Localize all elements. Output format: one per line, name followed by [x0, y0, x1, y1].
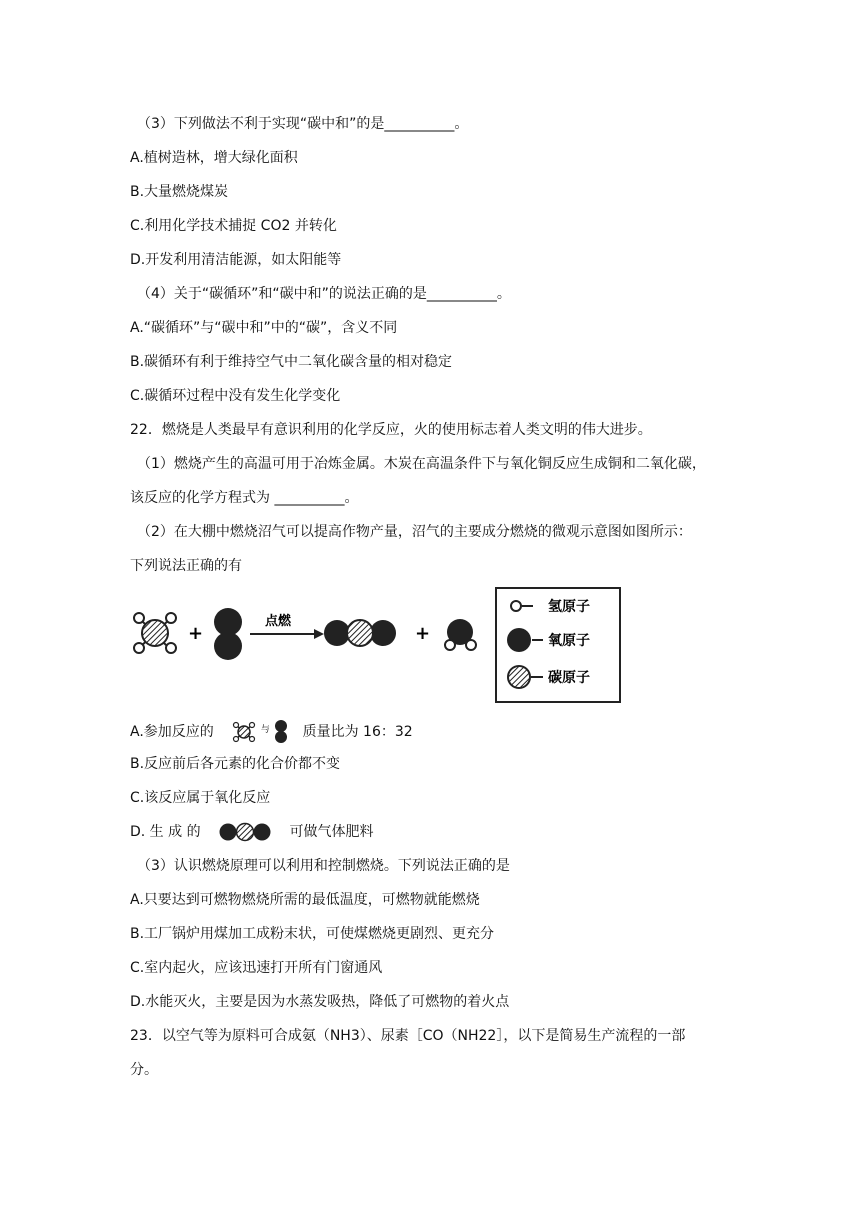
- q22-part1-line1: （1）燃烧产生的高温可用于冶炼金属。木炭在高温条件下与氧化铜反应生成铜和二氧化碳，: [137, 456, 706, 472]
- option-a-suffix: 质量比为 16：32: [302, 724, 413, 740]
- q21-part3-option-c: C.利用化学技术捕捉 CO2 并转化: [130, 218, 337, 234]
- legend-carbon: 碳原子: [548, 670, 590, 686]
- q23-stem-line1: 23．以空气等为原料可合成氨（NH3）、尿素［CO（NH22］，以下是简易生产流程的一部: [130, 1028, 686, 1044]
- reaction-diagram: [130, 585, 625, 705]
- option-a-prefix: A.参加反应的: [130, 724, 214, 740]
- q21-part3-stem: （3）下列做法不利于实现“碳中和”的是__________。: [137, 116, 469, 132]
- oxygen-inline-icon: [274, 720, 288, 744]
- q22-part3-stem: （3）认识燃烧原理可以利用和控制燃烧。下列说法正确的是: [137, 858, 510, 874]
- q21-part4-stem: （4）关于“碳循环”和“碳中和”的说法正确的是__________。: [137, 286, 511, 302]
- q22-part3-option-a: A.只要达到可燃物燃烧所需的最低温度，可燃物就能燃烧: [130, 892, 480, 908]
- q21-part4-option-c: C.碳循环过程中没有发生化学变化: [130, 388, 341, 404]
- q22-part2-line1: （2）在大棚中燃烧沼气可以提高作物产量，沼气的主要成分燃烧的微观示意图如图所示：: [137, 524, 692, 540]
- legend-hydrogen: 氢原子: [548, 599, 590, 615]
- q21-part3-option-a: A.植树造林，增大绿化面积: [130, 150, 298, 166]
- q22-part1-line2: 该反应的化学方程式为 __________。: [130, 490, 359, 506]
- water-molecule: [445, 619, 476, 650]
- q22-part2-line2: 下列说法正确的有: [130, 558, 242, 574]
- methane-molecule: [134, 613, 176, 653]
- option-d-prefix: D. 生 成 的: [130, 824, 201, 840]
- arrow-label: 点燃: [265, 614, 292, 629]
- oxygen-molecule: [214, 608, 242, 660]
- option-d-suffix: 可做气体肥料: [289, 824, 374, 840]
- plus-sign-1: +: [188, 623, 204, 644]
- q22-part2-option-d: [130, 822, 374, 842]
- q22-part3-option-b: B.工厂锅炉用煤加工成粉末状，可使煤燃烧更剧烈、更充分: [130, 926, 495, 942]
- q21-part4-option-a: A.“碳循环”与“碳中和”中的“碳”，含义不同: [130, 320, 398, 336]
- q22-part2-option-b: B.反应前后各元素的化合价都不变: [130, 756, 341, 772]
- co2-molecule: [324, 620, 396, 646]
- q22-part2-option-c: C.该反应属于氧化反应: [130, 790, 271, 806]
- option-a-mid: 与: [260, 725, 270, 735]
- q22-part3-option-c: C.室内起火，应该迅速打开所有门窗通风: [130, 960, 383, 976]
- q22-stem: 22．燃烧是人类最早有意识利用的化学反应，火的使用标志着人类文明的伟大进步。: [130, 422, 652, 438]
- legend-oxygen: 氧原子: [548, 633, 590, 649]
- legend-box: [496, 588, 620, 702]
- q22-part3-option-d: D.水能灭火，主要是因为水蒸发吸热，降低了可燃物的着火点: [130, 994, 510, 1010]
- q21-part4-option-b: B.碳循环有利于维持空气中二氧化碳含量的相对稳定: [130, 354, 453, 370]
- q23-stem-line2: 分。: [130, 1062, 158, 1078]
- q21-part3-option-d: D.开发利用清洁能源，如太阳能等: [130, 252, 342, 268]
- reaction-arrow: [250, 629, 324, 639]
- plus-sign-2: +: [415, 623, 431, 644]
- q22-part2-option-a: [130, 720, 413, 744]
- q21-part3-option-b: B.大量燃烧煤炭: [130, 184, 229, 200]
- co2-inline-icon: [219, 822, 271, 842]
- methane-inline-icon: [232, 721, 256, 743]
